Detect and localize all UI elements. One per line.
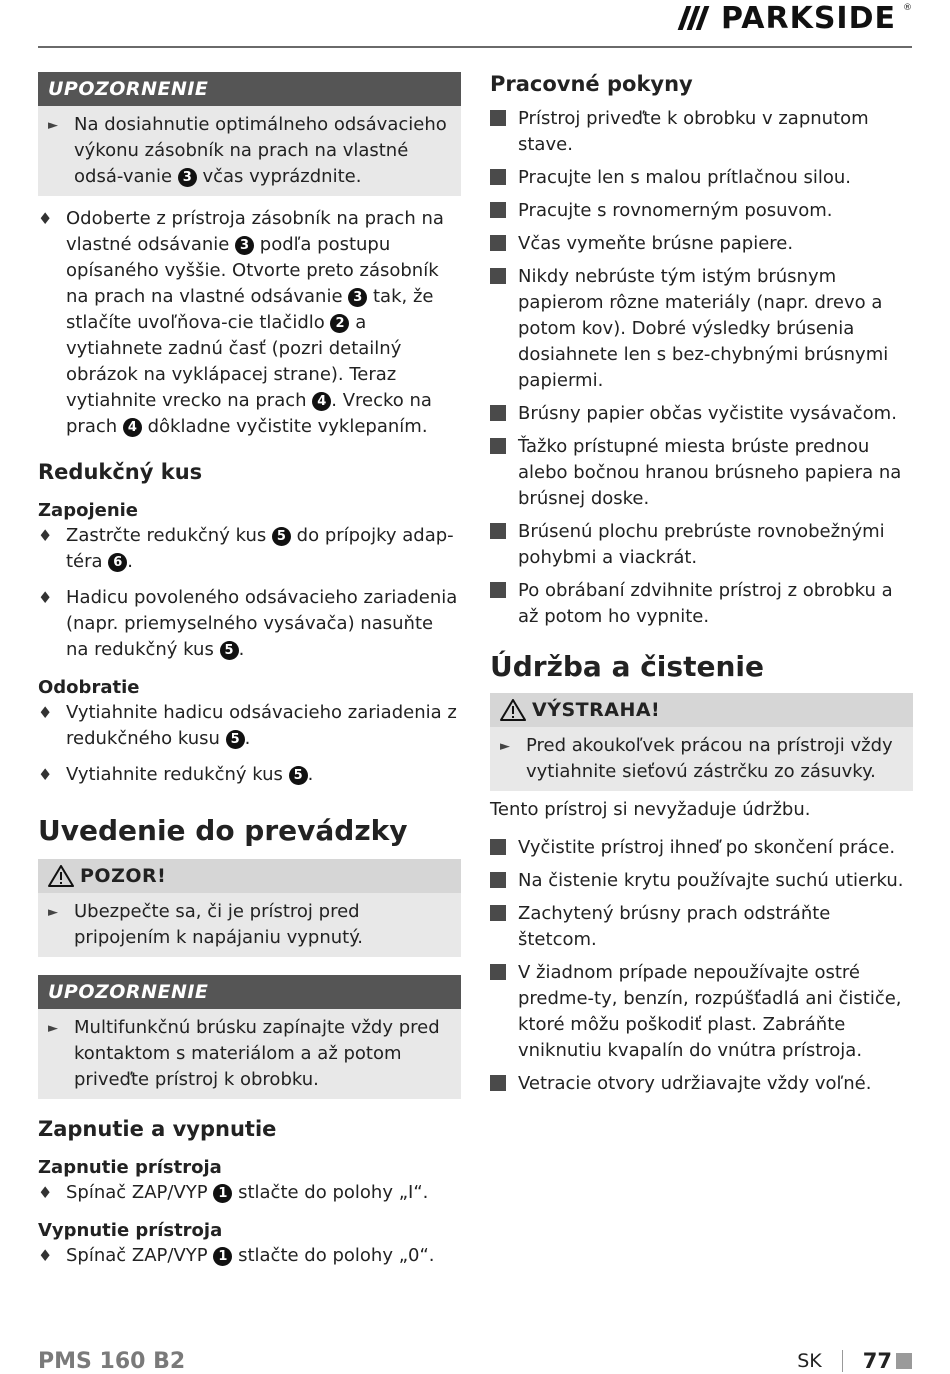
page-footer — [797, 1349, 912, 1373]
section-heading-pracovne-pokyny: Pracovné pokyny — [490, 72, 693, 96]
square-bullet-icon — [490, 169, 506, 185]
list-item-text: Ťažko prístupné miesta brúste prednou alebo bočnou hranou brúsneho papiera na brúsnej doske. — [518, 436, 902, 509]
part-number-badge: 3 — [348, 288, 367, 307]
diamond-bullet-icon: ♦ — [38, 1183, 53, 1202]
work-instructions-list — [490, 106, 913, 630]
list-item-text: Zachytený brúsny prach odstráňte štetcom. — [518, 903, 831, 950]
list-item-text: Vetracie otvory udržiavajte vždy voľné. — [518, 1073, 872, 1094]
list-item: ♦ Vytiahnite redukčný kus 5 . — [38, 762, 461, 788]
list-item-text: Po obrábaní zdvihnite prístroj z obrobku a až potom ho vypnite. — [518, 580, 893, 627]
brand-slashes-icon — [682, 6, 705, 30]
list-item: ♦ Hadicu povoleného odsávacieho zariadenia (napr. priemyselného vysávača) nasuňte na redukčný kus 5 . — [38, 585, 461, 663]
part-number-badge: 6 — [108, 553, 127, 572]
part-number-badge: 4 — [312, 392, 331, 411]
maintenance-intro: Tento prístroj si nevyžaduje údržbu. — [490, 799, 811, 820]
diamond-bullet-icon: ♦ — [38, 209, 53, 228]
diamond-bullet-icon: ♦ — [38, 703, 53, 722]
section-heading-uvedenie: Uvedenie do prevádzky — [38, 814, 408, 847]
arrow-icon: ► — [500, 739, 510, 754]
note-title: UPOZORNENIE — [38, 975, 461, 1009]
caution-title: POZOR! — [80, 865, 167, 887]
note-box-start — [38, 975, 461, 1099]
list-item — [490, 868, 913, 894]
list-item: ♦ Spínač ZAP/VYP 1 stlačte do polohy „I“. — [38, 1180, 461, 1206]
part-number-badge: 3 — [235, 236, 254, 255]
warning-triangle-icon — [48, 865, 74, 887]
subheading-zapnutie-pristroja: Zapnutie prístroja — [38, 1157, 222, 1178]
footer-divider — [842, 1350, 843, 1372]
right-column — [490, 72, 913, 1104]
part-number-badge: 5 — [289, 766, 308, 785]
subheading-vypnutie-pristroja: Vypnutie prístroja — [38, 1220, 223, 1241]
part-number-badge: 5 — [272, 527, 291, 546]
subheading-zapojenie: Zapojenie — [38, 500, 139, 521]
diamond-bullet-icon: ♦ — [38, 526, 53, 545]
square-bullet-icon — [490, 905, 506, 921]
square-bullet-icon — [490, 872, 506, 888]
square-bullet-icon — [490, 964, 506, 980]
square-bullet-icon — [490, 202, 506, 218]
square-bullet-icon — [490, 235, 506, 251]
section-heading-zapnutie: Zapnutie a vypnutie — [38, 1117, 277, 1141]
list-item-text: Brúsny papier občas vyčistite vysávačom. — [518, 403, 897, 424]
list-item: ♦ Odoberte z prístroja zásobník na prach na vlastné odsávanie 3 podľa postupu opísaného vyššie. Otvorte preto zásobník na prach na vlastné odsávanie 3 tak, že stlačíte uvoľňova-cie tlačidlo 2 a vytiahnete zadnú časť (pozri detailný obrázok na vyklápacej strane). Teraz vytiahnite vrecko na prach 4 . Vrecko na prach 4 dôkladne vyčistite vyklepaním. — [38, 206, 461, 440]
diamond-bullet-icon: ♦ — [38, 765, 53, 784]
list-item-text: Včas vymeňte brúsne papiere. — [518, 233, 794, 254]
note-item: ► Multifunkčnú brúsku zapínajte vždy pred kontaktom s materiálom a až potom priveďte prístroj k obrobku. — [48, 1015, 451, 1093]
square-bullet-icon — [490, 268, 506, 284]
warning-triangle-icon — [500, 699, 526, 721]
list-item — [490, 578, 913, 630]
part-number-badge: 1 — [213, 1247, 232, 1266]
square-bullet-icon — [490, 839, 506, 855]
model-label: PMS 160 B2 — [38, 1349, 186, 1374]
warning-box — [490, 693, 913, 791]
list-item — [490, 264, 913, 394]
part-number-badge: 1 — [213, 1184, 232, 1203]
list-item — [490, 519, 913, 571]
arrow-icon: ► — [48, 118, 58, 133]
list-item: ♦ Zastrčte redukčný kus 5 do prípojky adap-téra 6 . — [38, 523, 461, 575]
warning-title: VÝSTRAHA! — [532, 699, 661, 721]
square-bullet-icon — [490, 110, 506, 126]
caution-item: ► Ubezpečte sa, či je prístroj pred pripojením k napájaniu vypnutý. — [48, 899, 451, 951]
part-number-badge: 2 — [330, 314, 349, 333]
list-item — [490, 165, 913, 191]
brand-name: PARKSIDE — [721, 0, 896, 36]
list-item-text: V žiadnom prípade nepoužívajte ostré predme-ty, benzín, rozpúšťadlá ani čističe, ktoré môžu poškodiť plast. Zabráňte vniknutiu kvapalín do vnútra prístroja. — [518, 962, 902, 1061]
list-item — [490, 835, 913, 861]
list-item — [490, 231, 913, 257]
part-number-badge: 5 — [220, 641, 239, 660]
section-heading-udrzba: Údržba a čistenie — [490, 650, 764, 683]
list-item: ♦ Vytiahnite hadicu odsávacieho zariadenia z redukčného kusu 5 . — [38, 700, 461, 752]
square-bullet-icon — [490, 1075, 506, 1091]
list-item-text: Prístroj priveďte k obrobku v zapnutom stave. — [518, 108, 869, 155]
square-bullet-icon — [490, 438, 506, 454]
arrow-icon: ► — [48, 1021, 58, 1036]
brand-logo — [682, 0, 912, 36]
part-number-badge: 4 — [123, 418, 142, 437]
note-box-dust-container — [38, 72, 461, 196]
maintenance-list — [490, 835, 913, 1097]
page-number: 77 — [862, 1349, 892, 1373]
note-item: ► Na dosiahnutie optimálneho odsávacieho výkonu zásobník na prach na vlastné odsá-vanie 3 včas vyprázdnite. — [48, 112, 451, 190]
list-item — [490, 1071, 913, 1097]
list-item — [490, 901, 913, 953]
footer-square-icon — [896, 1353, 912, 1369]
list-item-text: Brúsenú plochu prebrúste rovnobežnými pohybmi a viackrát. — [518, 521, 885, 568]
warning-item: ► Pred akoukoľvek prácou na prístroji vždy vytiahnite sieťovú zástrčku zo zásuvky. — [500, 733, 903, 785]
list-item-text: Vyčistite prístroj ihneď po skončení práce. — [518, 837, 896, 858]
header-divider — [38, 46, 912, 48]
caution-header — [38, 859, 461, 893]
list-item-text: Pracujte s rovnomerným posuvom. — [518, 200, 833, 221]
list-item — [490, 106, 913, 158]
diamond-bullet-icon: ♦ — [38, 588, 53, 607]
arrow-icon: ► — [48, 905, 58, 920]
left-column — [38, 72, 461, 1279]
list-item — [490, 198, 913, 224]
list-item — [490, 434, 913, 512]
list-item-text: Na čistenie krytu používajte suchú utierku. — [518, 870, 904, 891]
list-item-text: Pracujte len s malou prítlačnou silou. — [518, 167, 852, 188]
language-code: SK — [797, 1350, 822, 1372]
note-title: UPOZORNENIE — [38, 72, 461, 106]
diamond-bullet-icon: ♦ — [38, 1246, 53, 1265]
caution-box — [38, 859, 461, 957]
list-item — [490, 401, 913, 427]
section-heading-redukcny-kus: Redukčný kus — [38, 460, 203, 484]
list-item-text: Nikdy nebrúste tým istým brúsnym papierom rôzne materiály (napr. drevo a potom kov). Dobré výsledky brúsenia dosiahnete len s bez-chybnými brúsnymi papiermi. — [518, 266, 889, 391]
list-item — [490, 960, 913, 1064]
square-bullet-icon — [490, 405, 506, 421]
warning-header — [490, 693, 913, 727]
square-bullet-icon — [490, 582, 506, 598]
subheading-odobratie: Odobratie — [38, 677, 140, 698]
part-number-badge: 5 — [226, 730, 245, 749]
list-item: ♦ Spínač ZAP/VYP 1 stlačte do polohy „0“. — [38, 1243, 461, 1269]
brand-registered: ® — [903, 3, 912, 13]
part-number-badge: 3 — [178, 168, 197, 187]
square-bullet-icon — [490, 523, 506, 539]
